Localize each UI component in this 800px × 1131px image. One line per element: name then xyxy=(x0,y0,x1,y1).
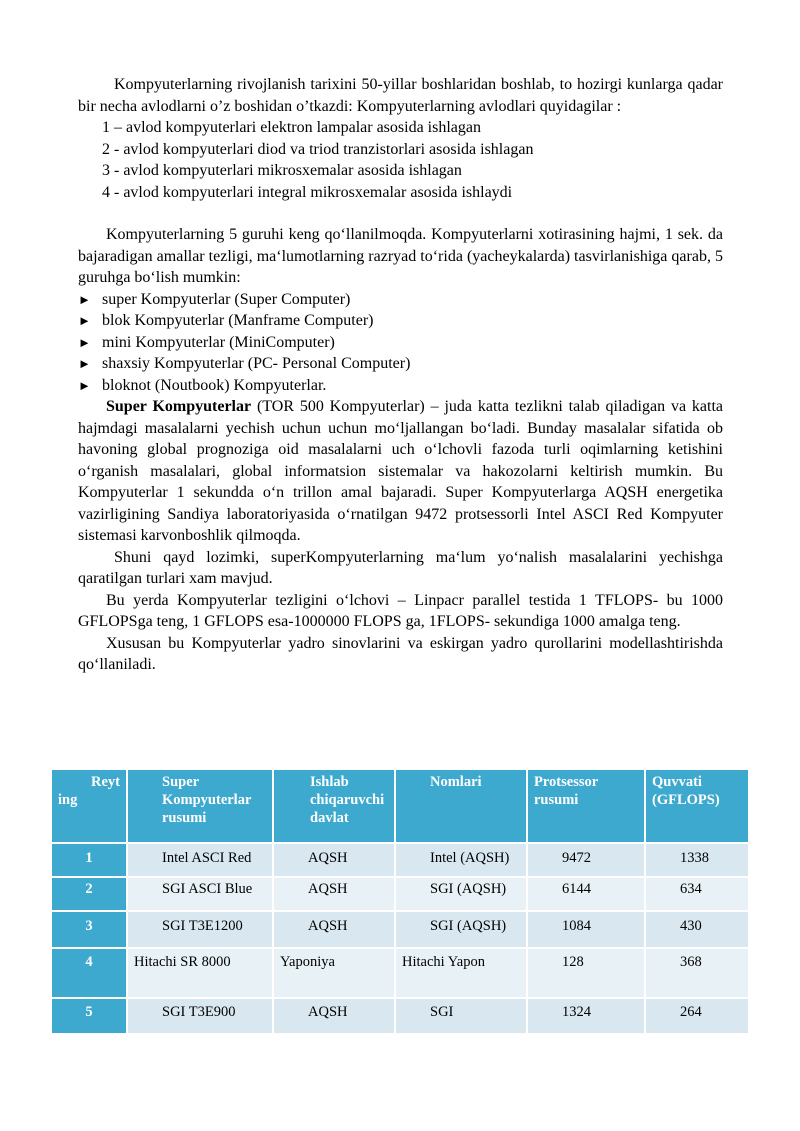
bullet-arrow-icon: ► xyxy=(78,334,91,350)
usage-paragraph: Xususan bu Kompyuterlar yadro sinovlarini va eskirgan yadro qurollarini modellashtirishda qo‘llaniladi. xyxy=(78,634,723,673)
note-paragraph: Shuni qayd lozimki, superKompyuterlarning ma‘lum yo‘nalish masalalarini yechishga qaratilgan turlari xam mavjud. xyxy=(78,548,723,587)
generation-item: 2 - avlod kompyuterlari diod va triod tranzistorlari asosida ishlagan xyxy=(102,140,534,158)
table-row: 5 SGI T3E900 AQSH SGI 1324 264 xyxy=(52,999,748,1033)
intro-paragraph: Kompyuterlarning rivojlanish tarixini 50-yillar boshlaridan boshlab, to hozirgi kunlarga qadar bir necha avlodlarni o’z boshidan o’tkazdi: Kompyuterlarning avlodlari quyidagilar : xyxy=(78,76,723,115)
group-item: ► super Kompyuterlar (Super Computer) xyxy=(78,289,723,311)
bullet-arrow-icon: ► xyxy=(78,313,91,328)
speed-paragraph: Bu yerda Kompyuterlar tezligini o‘lchovi – Linpacr parallel testida 1 TFLOPS- bu 1000 GFLOPSga teng, 1 GFLOPS esa-1000000 FLOPS ga, 1FLOPS- sekundiga 1000 amalga teng. xyxy=(78,591,723,630)
group-item: ► bloknot (Noutbook) Kompyuterlar. xyxy=(78,375,723,397)
bullet-arrow-icon: ► xyxy=(78,356,91,371)
header-rank: Reyt ing xyxy=(52,770,126,842)
supercomputer-table xyxy=(50,768,750,1035)
table-row: 1 Intel ASCI Red AQSH Intel (AQSH) 9472 1338 xyxy=(52,844,748,876)
group-item: ► blok Kompyuterlar (Manframe Computer) xyxy=(78,310,723,332)
groups-intro-paragraph: Kompyuterlarning 5 guruhi keng qo‘llanilmoqda. Kompyuterlarni xotirasining hajmi, 1 sek. da bajaradigan amallar tezligi, ma‘lumotlarning razryad to‘rida (yacheykalarda) tasvirlanishiga qarab, 5 guruhga bo‘lish mumkin: xyxy=(78,226,723,286)
header-power: Quvvati (GFLOPS) xyxy=(646,770,748,842)
table-row: 2 SGI ASCI Blue AQSH SGI (AQSH) 6144 634 xyxy=(52,878,748,910)
table-header-row xyxy=(52,770,748,842)
super-computers-paragraph: Super Kompyuterlar (TOR 500 Kompyuterlar) – juda katta tezlikni talab qiladigan va katta hajmdagi masalalarni yechish uchun uchun mo‘ljallangan bo‘ladi. Bunday masalalar sifatida ob havoning global prognoziga oid masalalarni uch o‘lchovli fazoda turli oqimlarning ketishini o‘rganish masalalari, global informatsion sistemalar va hakozolarni keltirish mumkin. Bu Kompyuterlar 1 sekundda o‘n trillon amal bajaradi. Super Kompyuterlarga AQSH energetika vazirligining Sandiya laboratoriyasida o‘rnatilgan 9472 protsessorli Intel ASCI Red Kompyuter sistemasi karvonboshlik qilmoqda. xyxy=(78,398,723,544)
bullet-arrow-icon: ► xyxy=(78,377,91,393)
header-country: Ishlab chiqaruvchi davlat xyxy=(274,770,394,842)
document-body xyxy=(78,74,723,676)
header-cpu: Protsessor rusumi xyxy=(528,770,644,842)
table-row: 4 Hitachi SR 8000 Yaponiya Hitachi Yapon 128 368 xyxy=(52,949,748,997)
table-row: 3 SGI T3E1200 AQSH SGI (AQSH) 1084 430 xyxy=(52,912,748,947)
generation-item: 3 - avlod kompyuterlari mikrosxemalar asosida ishlagan xyxy=(102,162,462,179)
group-item: ► shaxsiy Kompyuterlar (PC- Personal Computer) xyxy=(78,353,723,375)
spacer xyxy=(78,203,723,224)
bullet-arrow-icon: ► xyxy=(78,291,91,307)
group-item: ► mini Kompyuterlar (MiniComputer) xyxy=(78,332,723,354)
header-name: Nomlari xyxy=(396,770,526,842)
super-computers-term: Super Kompyuterlar xyxy=(106,398,252,415)
header-type: Super Kompyuterlar rusumi xyxy=(128,770,272,842)
generation-item: 1 – avlod kompyuterlari elektron lampalar asosida ishlagan xyxy=(102,119,481,136)
generation-item: 4 - avlod kompyuterlari integral mikrosxemalar asosida ishlaydi xyxy=(102,183,513,201)
